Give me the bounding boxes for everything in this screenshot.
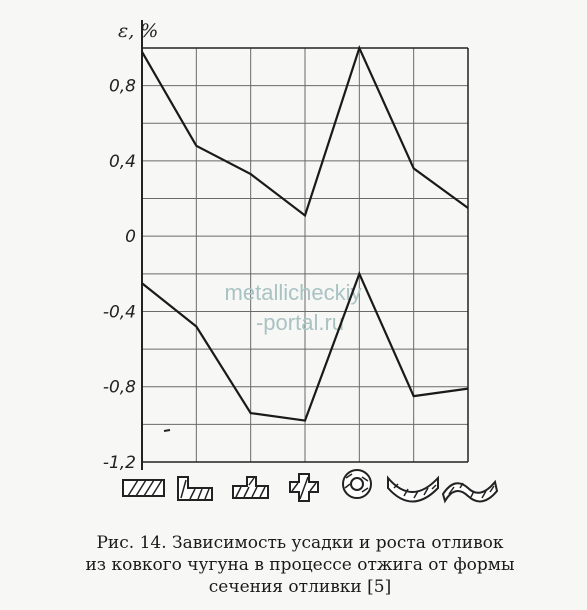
angle-section-icon bbox=[178, 477, 212, 500]
y-tick-label: 0,8 bbox=[108, 76, 136, 97]
y-tick-label: 0 bbox=[125, 227, 136, 248]
t-section-icon bbox=[233, 477, 268, 498]
section-icons-row bbox=[123, 470, 497, 502]
y-axis-label: ε, % bbox=[118, 20, 159, 42]
y-tick-label: 0,4 bbox=[108, 151, 136, 172]
caption-line-2: из ковкого чугуна в процессе отжига от формы bbox=[85, 555, 515, 575]
y-tick-label: -1,2 bbox=[102, 453, 136, 473]
y-tick-label: -0,8 bbox=[102, 377, 136, 398]
chart-grid bbox=[142, 48, 468, 462]
caption-line-1: Рис. 14. Зависимость усадки и роста отливок bbox=[96, 533, 504, 553]
rectangle-section-icon bbox=[123, 480, 164, 496]
watermark bbox=[225, 280, 362, 335]
caption-line-3: сечения отливки [5] bbox=[208, 577, 392, 597]
curved-section-icon bbox=[388, 478, 438, 502]
watermark-line-1: metallicheckiy bbox=[224, 280, 362, 305]
watermark-line-2: -portal.ru bbox=[255, 310, 345, 335]
stray-mark bbox=[164, 430, 170, 431]
y-tick-label: -0,4 bbox=[102, 302, 136, 323]
wave-section-icon bbox=[443, 482, 497, 501]
cross-section-icon bbox=[290, 474, 318, 501]
y-tick-labels bbox=[103, 77, 136, 473]
figure-caption bbox=[60, 532, 540, 598]
ring-section-icon bbox=[343, 470, 371, 498]
